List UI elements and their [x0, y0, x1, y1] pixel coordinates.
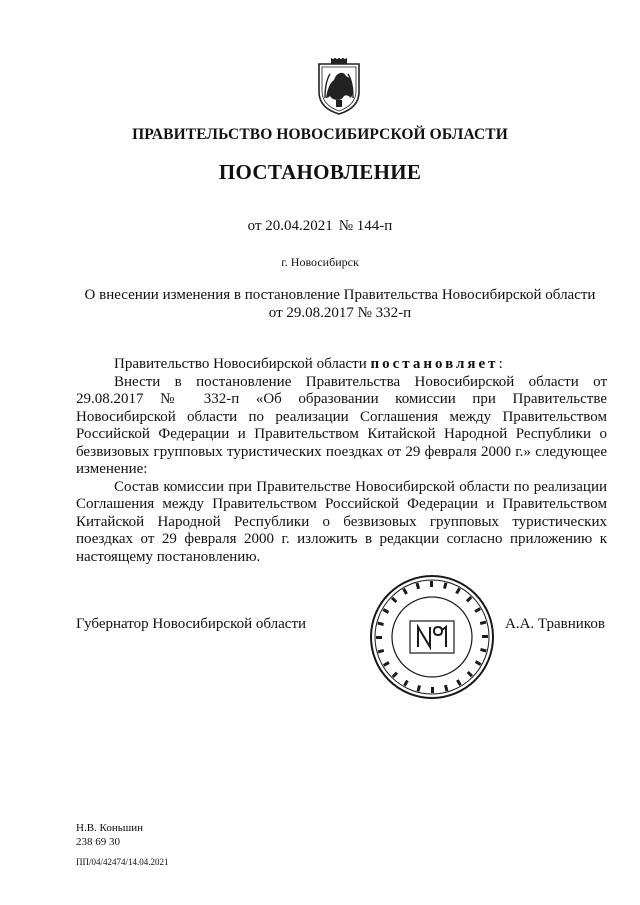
- official-stamp-seal: [368, 573, 496, 701]
- subject-heading: [60, 286, 620, 322]
- coat-of-arms-emblem: [316, 58, 362, 116]
- registration-reference: ПП/04/42474/14.04.2021: [76, 857, 169, 867]
- executor-name: Н.В. Коньшин: [76, 822, 143, 834]
- subject-line-2: от 29.08.2017 № 332-п: [268, 305, 412, 321]
- preamble-text: Правительство Новосибирской области: [114, 356, 371, 372]
- subject-line-1: О внесении изменения в постановление Правительства Новосибирской области: [84, 287, 596, 303]
- city: г. Новосибирск: [281, 255, 359, 269]
- preamble-end: :: [498, 356, 503, 372]
- paragraph-1: Внести в постановление Правительства Новосибирской области от 29.08.2017 № 332-п «Об образовании комиссии при Правительстве Новосибирской области по реализации Соглашения между Правительством Российской Федерации и Правительством Китайской Народной Республики о безвизовых групповых туристических поездках от 29 февраля 2000 г.» следующее изменение:: [76, 373, 607, 477]
- document-type: ПОСТАНОВЛЕНИЕ: [218, 160, 422, 184]
- executor-phone: 238 69 30: [76, 836, 120, 848]
- organization-title: ПРАВИТЕЛЬСТВО НОВОСИБИРСКОЙ ОБЛАСТИ: [132, 126, 508, 143]
- document-body: [76, 356, 607, 566]
- signatory-name: А.А. Травников: [505, 616, 605, 632]
- preamble: [76, 356, 607, 374]
- paragraph-2: Состав комиссии при Правительстве Новосибирской области по реализации Соглашения между Правительством Российской Федерации и Правительством Китайской Народной Республики о безвизовых групповых туристических поездках от 29 февраля 2000 г. изложить в редакции согласно приложению к настоящему постановлению.: [76, 478, 607, 565]
- stamp-ring-lettering: [376, 581, 488, 693]
- document-number: № 144-п: [338, 218, 393, 234]
- signatory-title: Губернатор Новосибирской области: [76, 616, 307, 632]
- document-date: от 20.04.2021: [247, 218, 333, 234]
- preamble-verb: постановляет: [370, 356, 499, 372]
- date-number-line: [0, 218, 640, 235]
